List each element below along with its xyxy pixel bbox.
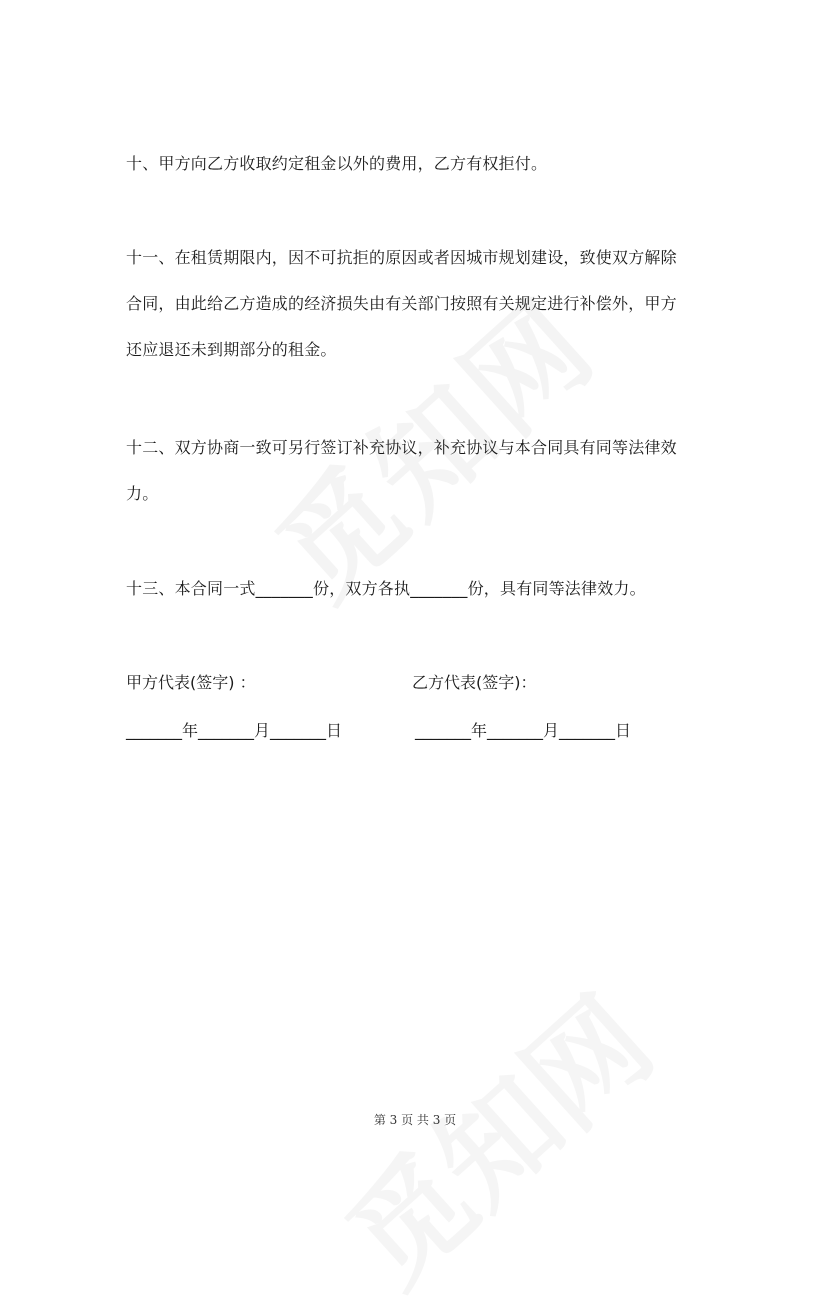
clause-12-line-1: 十二、双方协商一致可另行签订补充协议，补充协议与本合同具有同等法律效 <box>126 438 677 457</box>
page-number: 第 3 页 共 3 页 <box>373 1113 457 1127</box>
clause-11 <box>126 235 710 373</box>
clause-11-line-3: 还应退还未到期部分的租金。 <box>126 340 337 359</box>
clause-12 <box>126 425 710 517</box>
clause-12-line-2: 力。 <box>126 484 159 503</box>
watermark-bottom <box>322 1008 639 1312</box>
clause-11-line-1: 十一、在租赁期限内，因不可抗拒的原因或者因城市规划建设，致使双方解除 <box>126 248 677 267</box>
party-a-signature-label: 甲方代表(签字) ： <box>126 673 256 692</box>
party-b-date: _______年_______月_______日 <box>415 721 632 740</box>
clause-13 <box>126 566 710 612</box>
party-b-signature-label: 乙方代表(签字)： <box>412 673 537 692</box>
clause-11-line-2: 合同，由此给乙方造成的经济损失由有关部门按照有关规定进行补偿外，甲方 <box>126 294 677 313</box>
clause-10 <box>126 141 710 187</box>
clause-13-line-1: 十三、本合同一式_______份，双方各执_______份，具有同等法律效力。 <box>126 579 646 598</box>
clause-10-line-1: 十、甲方向乙方收取约定租金以外的费用，乙方有权拒付。 <box>126 154 548 173</box>
party-a-date: _______年_______月_______日 <box>126 721 343 740</box>
